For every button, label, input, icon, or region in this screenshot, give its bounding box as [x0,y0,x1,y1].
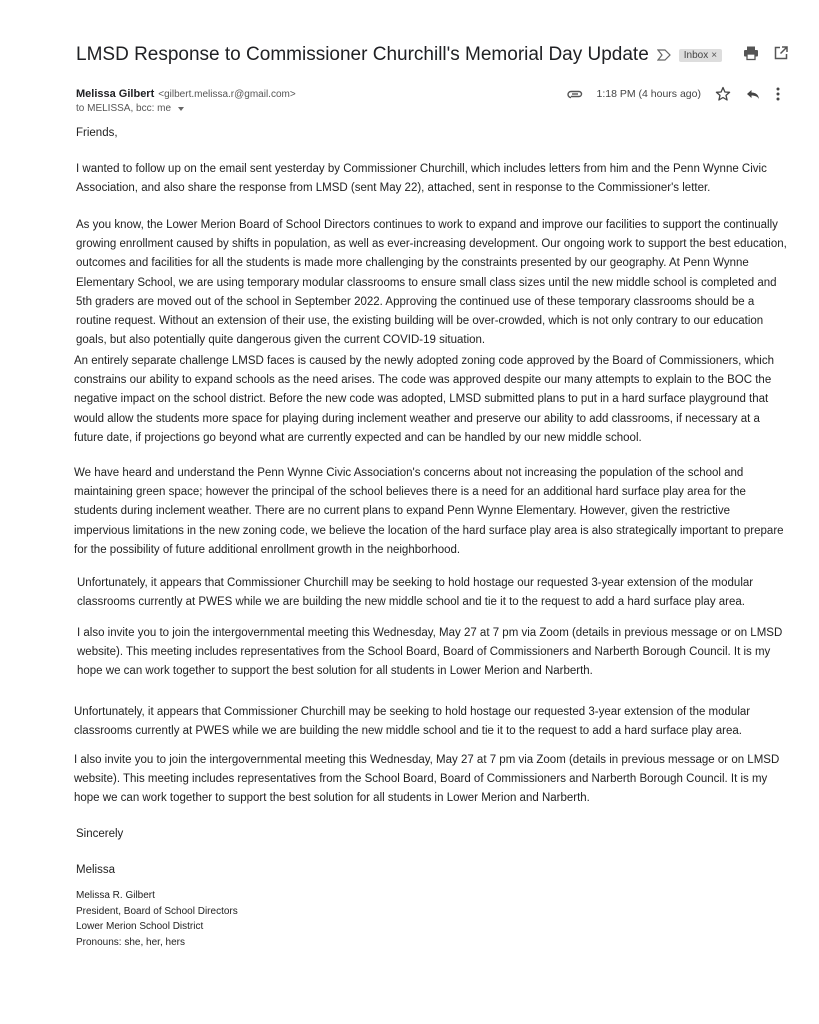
email-subject: LMSD Response to Commissioner Churchill's Memorial Day Update [76,44,649,65]
recipients-row[interactable] [76,103,184,114]
sender-name: Melissa Gilbert [76,88,155,100]
closing: Sincerely [76,828,124,840]
message-time: 1:18 PM (4 hours ago) [596,88,701,100]
header-actions [743,45,789,61]
sender-row [76,86,781,102]
signature-name: Melissa R. Gilbert [76,890,155,901]
signature-pronouns: Pronouns: she, her, hers [76,936,185,948]
show-details-chevron-icon[interactable] [178,107,184,111]
print-icon[interactable] [743,45,759,61]
remove-label-icon[interactable]: × [711,49,718,61]
reply-icon[interactable] [745,86,761,102]
sender-email: <gilbert.melissa.r@gmail.com> [158,88,296,100]
importance-marker-icon[interactable] [657,49,671,61]
recipients-text: to MELISSA, bcc: me [76,103,172,114]
star-icon[interactable] [715,86,731,102]
paragraph-5: Unfortunately, it appears that Commissioner Churchill may be seeking to hold hostage our requested 3-year extension of the modular classrooms currently at PWES while we are building the new middle school and tie it to the request to add a hard surface play area. [77,577,754,609]
signature-organization: Lower Merion School District [76,921,204,932]
inbox-label[interactable] [679,49,722,62]
paragraph-8: I also invite you to join the intergovernmental meeting this Wednesday, May 27 at 7 pm via Zoom (details in previous message or on LMSD website). This meeting includes representatives from the School Board, Board of Commissioners and Narberth Borough Council. It is my hope we can work together to support the best solution for all students in Lower Merion and Narberth. [74,754,780,805]
signature-title: President, Board of School Directors [76,905,238,917]
greeting: Friends, [76,127,118,139]
message-meta [567,86,781,102]
open-in-new-window-icon[interactable] [773,45,789,61]
subject-row [76,40,789,70]
paragraph-7: Unfortunately, it appears that Commissioner Churchill may be seeking to hold hostage our requested 3-year extension of the modular classrooms currently at PWES while we are building the new middle school and tie it to the request to add a hard surface play area. [74,706,751,738]
sign-off-name: Melissa [76,864,115,876]
inbox-label-text: Inbox [683,49,709,61]
email-signature [76,888,238,950]
attachment-icon[interactable] [567,89,583,99]
paragraph-4: We have heard and understand the Penn Wynne Civic Association's concerns about not increasing the population of the school and maintaining green space; however the principal of the school believes there is a need for an additional hard surface play area for the students during inclement weather. There are no current plans to expand Penn Wynne Elementary. However, given the restrictive impervious limitations in the new zoning code, we believe the location of the hard surface play area is also strategically important to prepare for the possibility of future additional enrollment growth in the neighborhood. [74,467,784,556]
paragraph-2: As you know, the Lower Merion Board of School Directors continues to work to expand and improve our facilities to support the continually growing enrollment caused by shifts in population, as well as ever-increasing development. Our ongoing work to support the best education, outcomes and facilities for all the students is made more challenging by the constraints presented by our geography. At Penn Wynne Elementary School, we are using temporary modular classrooms to ensure small class sizes until the new middle school is completed and 5th graders are moved out of the school in September 2022. Approving the continued use of these temporary classrooms should be a routine request. Without an extension of their use, the existing building will be over-crowded, which is not only contrary to our education goals, but also potentially quite dangerous given the current COVID-19 situation. [76,219,787,347]
paragraph-1: I wanted to follow up on the email sent yesterday by Commissioner Churchill, which includes letters from him and the Penn Wynne Civic Association, and also share the response from LMSD (sent May 22), attached, sent in response to the Commissioner's letter. [76,163,767,195]
paragraph-6: I also invite you to join the intergovernmental meeting this Wednesday, May 27 at 7 pm via Zoom (details in previous message or on LMSD website). This meeting includes representatives from the School Board, Board of Commissioners and Narberth Borough Council. It is my hope we can work together to support the best solution for all students in Lower Merion and Narberth. [77,627,783,678]
more-options-icon[interactable] [775,86,781,102]
paragraph-3: An entirely separate challenge LMSD faces is caused by the newly adopted zoning code approved by the Board of Commissioners, which constrains our ability to expand schools as the need arises. The code was approved despite our many attempts to explain to the BOC the negative impact on the school district. Before the new code was adopted, LMSD submitted plans to put in a hard surface playground that would allow the students more space for playing during inclement weather and preserve our ability to add classrooms, if necessary at a future date, if projections go beyond what are currently expected and can be handled by our new middle school. [74,355,774,444]
